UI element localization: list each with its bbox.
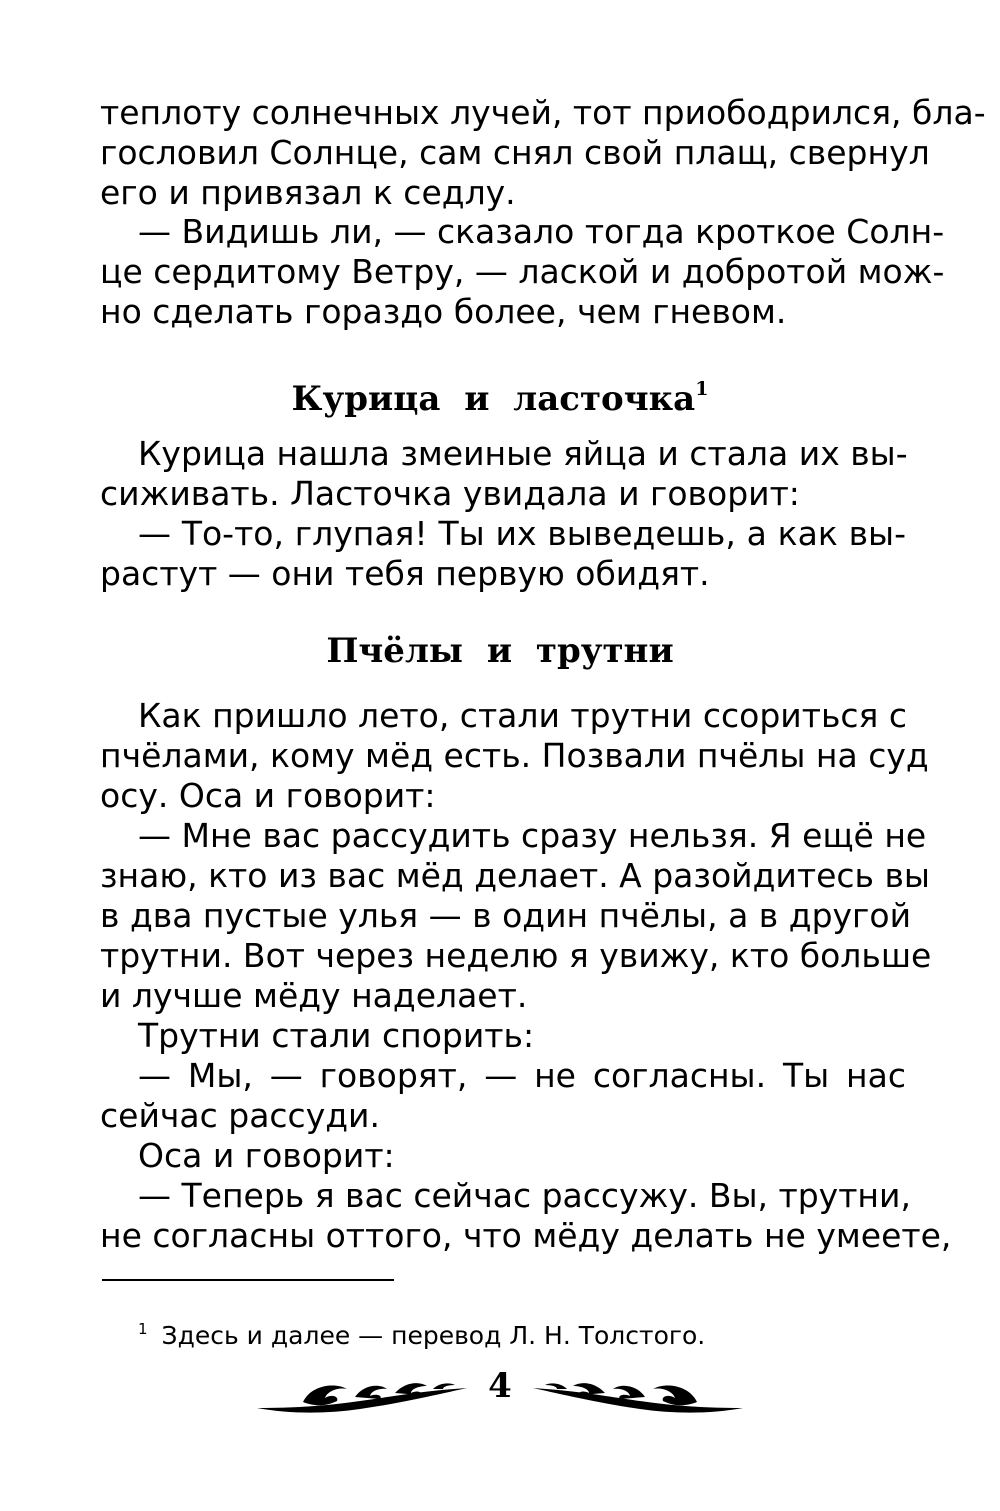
text-line: Оса и говорит: — [138, 1136, 395, 1175]
footnote — [138, 1311, 705, 1354]
text-line: Как пришло лето, стали трутни ссориться с — [138, 696, 908, 735]
left-ornament-icon — [255, 1375, 470, 1417]
text-line: сиживать. Ласточка увидала и говорит: — [100, 474, 800, 513]
text-line: и лучше мёду наделает. — [100, 976, 528, 1015]
footnote-mark: 1 — [138, 1320, 148, 1338]
text-line: — Мне вас рассудить сразу нельзя. Я ещё не — [138, 816, 927, 855]
text-line: не согласны оттого, что мёду делать не умеете, — [100, 1216, 952, 1255]
footnote-reference: 1 — [695, 378, 709, 400]
story-title-bees-drones: Пчёлы и трутни — [326, 631, 674, 671]
text-line: сейчас рассуди. — [100, 1096, 380, 1135]
page-number: 4 — [488, 1366, 512, 1406]
text-line: растут — они тебя первую обидят. — [100, 554, 710, 593]
text-line: гословил Солнце, сам снял свой плащ, свернул — [100, 133, 930, 172]
text-line: — Видишь ли, — сказало тогда кроткое Солн- — [138, 212, 945, 251]
text-line: Трутни стали спорить: — [138, 1016, 535, 1055]
text-line: осу. Оса и говорит: — [100, 776, 436, 815]
text-line: пчёлами, кому мёд есть. Позвали пчёлы на суд — [100, 736, 929, 775]
text-line: — То-то, глупая! Ты их выведешь, а как вы- — [138, 514, 906, 553]
story-title-text: Курица и ласточка — [291, 379, 696, 419]
text-line: теплоту солнечных лучей, тот приободрился, бла- — [100, 93, 986, 132]
text-line: но сделать гораздо более, чем гневом. — [100, 292, 787, 331]
text-line: — Теперь я вас сейчас рассужу. Вы, трутни, — [138, 1176, 911, 1215]
footnote-separator — [102, 1279, 394, 1281]
footnote-text: Здесь и далее — перевод Л. Н. Толстого. — [161, 1321, 706, 1350]
text-line: в два пустые улья — в один пчёлы, а в другой — [100, 896, 912, 935]
right-ornament-icon — [530, 1375, 745, 1417]
story-title-chicken-swallow — [0, 368, 1000, 420]
text-line: его и привязал к седлу. — [100, 173, 516, 212]
text-line: — Мы, — говорят, — не согласны. Ты нас — [138, 1056, 906, 1095]
text-line: Курица нашла змеиные яйца и стала их вы- — [138, 434, 908, 473]
text-line: трутни. Вот через неделю я увижу, кто больше — [100, 936, 932, 975]
text-line: знаю, кто из вас мёд делает. А разойдитесь вы — [100, 856, 930, 895]
text-line: це сердитому Ветру, — лаской и добротой мож- — [100, 252, 945, 291]
